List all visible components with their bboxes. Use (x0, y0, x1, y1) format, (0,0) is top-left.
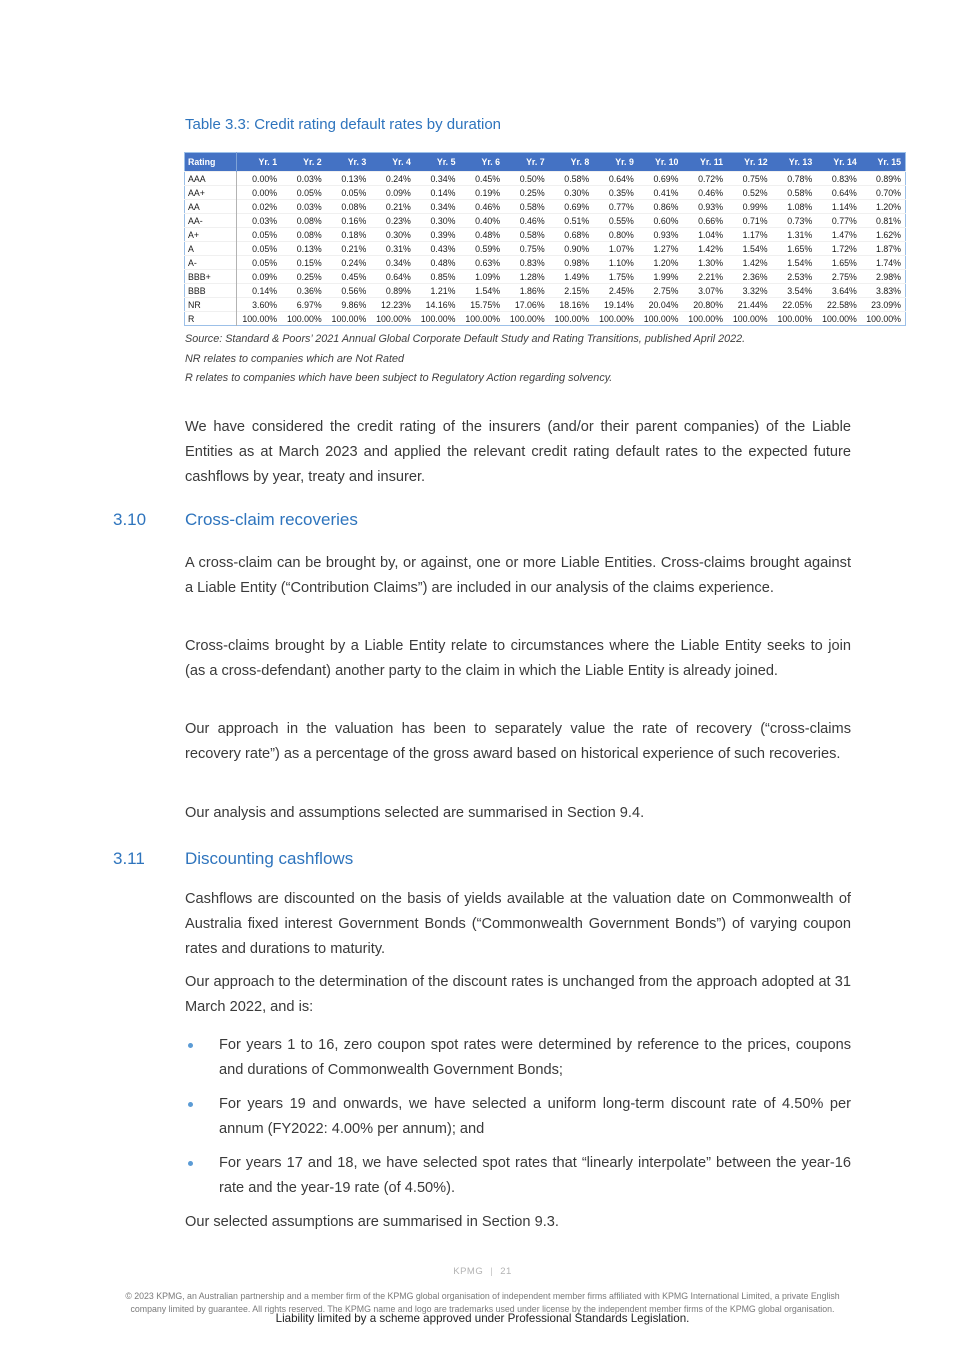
value-cell: 0.14% (237, 284, 282, 298)
value-cell: 0.78% (772, 172, 817, 186)
value-cell: 17.06% (504, 298, 549, 312)
value-cell: 0.99% (727, 200, 772, 214)
liability-statement: Liability limited by a scheme approved under Professional Standards Legislation. (275, 1312, 690, 1325)
closing-paragraph: Our selected assumptions are summarised in Section 9.3. (185, 1214, 559, 1230)
list-item (185, 1151, 851, 1201)
column-header: Yr. 15 (861, 153, 906, 172)
value-cell: 0.64% (593, 172, 638, 186)
column-header: Yr. 2 (281, 153, 326, 172)
value-cell: 0.40% (459, 214, 504, 228)
value-cell: 0.69% (638, 172, 683, 186)
value-cell: 0.30% (549, 186, 594, 200)
value-cell: 1.87% (861, 242, 906, 256)
discount-rate-bullet-list (185, 1033, 851, 1210)
table-source-notes (185, 330, 907, 389)
value-cell: 0.51% (549, 214, 594, 228)
rating-cell: AA- (185, 214, 237, 228)
value-cell: 0.83% (816, 172, 861, 186)
section-title-discounting-cashflows: Discounting cashflows (185, 849, 354, 868)
value-cell: 0.30% (415, 214, 460, 228)
note-nr: NR relates to companies which are Not Rated (185, 352, 405, 365)
value-cell: 100.00% (638, 312, 683, 326)
list-item-text: For years 1 to 16, zero coupon spot rates were determined by reference to the prices, coupons and durations of Commonwealth Government Bonds; (219, 1037, 851, 1078)
value-cell: 0.05% (237, 242, 282, 256)
value-cell: 0.58% (504, 228, 549, 242)
value-cell: 0.36% (281, 284, 326, 298)
column-header: Yr. 9 (593, 153, 638, 172)
value-cell: 0.05% (281, 186, 326, 200)
value-cell: 0.98% (549, 256, 594, 270)
value-cell: 1.21% (415, 284, 460, 298)
value-cell: 0.48% (459, 228, 504, 242)
rating-cell: AA (185, 200, 237, 214)
value-cell: 0.05% (237, 256, 282, 270)
disclaimer-line: © 2023 KPMG, an Australian partnership and a member firm of the KPMG global organisation of independent member firms affiliated with KPMG International Limited, a private English (125, 1291, 840, 1301)
bullet-icon (188, 1043, 193, 1048)
column-header: Yr. 11 (682, 153, 727, 172)
rating-cell: AA+ (185, 186, 237, 200)
value-cell: 0.09% (237, 270, 282, 284)
value-cell: 0.70% (861, 186, 906, 200)
source-note: Source: Standard & Poors’ 2021 Annual Global Corporate Default Study and Rating Transitions, published April 2022. (185, 333, 746, 345)
value-cell: 15.75% (459, 298, 504, 312)
value-cell: 1.99% (638, 270, 683, 284)
value-cell: 2.75% (816, 270, 861, 284)
disclaimer-line: company limited by guarantee. All rights reserved. The KPMG name and logo are trademarks used under license by the independent member firms of the KPMG global organisation. (130, 1303, 835, 1314)
value-cell: 0.46% (459, 200, 504, 214)
value-cell: 0.34% (370, 256, 415, 270)
value-cell: 1.54% (459, 284, 504, 298)
table-row (185, 284, 906, 298)
value-cell: 1.27% (638, 242, 683, 256)
value-cell: 0.58% (549, 172, 594, 186)
value-cell: 20.80% (682, 298, 727, 312)
paragraph: Our approach in the valuation has been to separately value the rate of recovery (“cross-claims recovery rate”) as a percentage of the gross award based on historical experience of such recoveries. (185, 721, 851, 762)
value-cell: 1.65% (772, 242, 817, 256)
value-cell: 0.55% (593, 214, 638, 228)
value-cell: 9.86% (326, 298, 371, 312)
value-cell: 0.00% (237, 172, 282, 186)
value-cell: 0.43% (415, 242, 460, 256)
table-row (185, 312, 906, 326)
value-cell: 0.03% (237, 214, 282, 228)
value-cell: 1.10% (593, 256, 638, 270)
table-header-row (185, 153, 906, 172)
value-cell: 0.00% (237, 186, 282, 200)
value-cell: 0.64% (816, 186, 861, 200)
value-cell: 1.14% (816, 200, 861, 214)
value-cell: 3.07% (682, 284, 727, 298)
table-row (185, 200, 906, 214)
bullet-icon (188, 1161, 193, 1166)
value-cell: 1.28% (504, 270, 549, 284)
rating-cell: NR (185, 298, 237, 312)
table-row (185, 256, 906, 270)
value-cell: 0.68% (549, 228, 594, 242)
page-footer-marker (0, 1266, 965, 1277)
column-header: Yr. 1 (237, 153, 282, 172)
value-cell: 100.00% (727, 312, 772, 326)
value-cell: 0.85% (415, 270, 460, 284)
value-cell: 2.15% (549, 284, 594, 298)
value-cell: 0.34% (415, 172, 460, 186)
value-cell: 100.00% (281, 312, 326, 326)
table-row (185, 270, 906, 284)
value-cell: 0.48% (415, 256, 460, 270)
value-cell: 0.13% (281, 242, 326, 256)
list-item-text: For years 17 and 18, we have selected spot rates that “linearly interpolate” between the year-16 rate and the year-19 rate (of 4.50%). (219, 1155, 851, 1196)
value-cell: 0.41% (638, 186, 683, 200)
value-cell: 0.09% (370, 186, 415, 200)
value-cell: 1.31% (772, 228, 817, 242)
value-cell: 0.02% (237, 200, 282, 214)
value-cell: 100.00% (861, 312, 906, 326)
value-cell: 3.32% (727, 284, 772, 298)
rating-cell: A (185, 242, 237, 256)
value-cell: 2.21% (682, 270, 727, 284)
value-cell: 0.34% (415, 200, 460, 214)
table-row (185, 214, 906, 228)
value-cell: 0.89% (370, 284, 415, 298)
column-header: Yr. 8 (549, 153, 594, 172)
value-cell: 1.54% (772, 256, 817, 270)
credit-rating-default-table (184, 152, 906, 326)
value-cell: 1.04% (682, 228, 727, 242)
table-row (185, 172, 906, 186)
table-row (185, 186, 906, 200)
value-cell: 0.03% (281, 172, 326, 186)
value-cell: 1.42% (727, 256, 772, 270)
value-cell: 1.09% (459, 270, 504, 284)
column-header: Rating (185, 153, 237, 172)
bullet-icon (188, 1102, 193, 1107)
value-cell: 1.47% (816, 228, 861, 242)
column-header: Yr. 12 (727, 153, 772, 172)
value-cell: 100.00% (459, 312, 504, 326)
table-row (185, 298, 906, 312)
rating-cell: BBB (185, 284, 237, 298)
value-cell: 0.45% (459, 172, 504, 186)
column-header: Yr. 10 (638, 153, 683, 172)
value-cell: 0.03% (281, 200, 326, 214)
table-caption: Table 3.3: Credit rating default rates by duration (185, 116, 502, 133)
value-cell: 0.08% (326, 200, 371, 214)
value-cell: 0.56% (326, 284, 371, 298)
value-cell: 1.62% (861, 228, 906, 242)
value-cell: 22.58% (816, 298, 861, 312)
note-r: R relates to companies which have been subject to Regulatory Action regarding solvency. (185, 372, 613, 384)
value-cell: 100.00% (415, 312, 460, 326)
paragraph: Cashflows are discounted on the basis of yields available at the valuation date on Commonwealth of Australia fixed interest Government Bonds (“Commonwealth Government Bonds”) of varying coupon rates and durations to maturity. (185, 891, 851, 957)
column-header: Yr. 3 (326, 153, 371, 172)
value-cell: 14.16% (415, 298, 460, 312)
paragraph: Our analysis and assumptions selected are summarised in Section 9.4. (185, 805, 645, 821)
value-cell: 100.00% (237, 312, 282, 326)
value-cell: 3.54% (772, 284, 817, 298)
value-cell: 2.53% (772, 270, 817, 284)
list-item (185, 1092, 851, 1142)
value-cell: 1.42% (682, 242, 727, 256)
intro-paragraph: We have considered the credit rating of the insurers (and/or their parent companies) of the Liable Entities as at March 2023 and applied the relevant credit rating default rates to the expected future cashflows by year, treaty and insurer. (185, 419, 851, 485)
value-cell: 0.73% (772, 214, 817, 228)
value-cell: 2.45% (593, 284, 638, 298)
value-cell: 0.08% (281, 214, 326, 228)
value-cell: 1.49% (549, 270, 594, 284)
value-cell: 3.60% (237, 298, 282, 312)
value-cell: 0.25% (504, 186, 549, 200)
value-cell: 0.35% (593, 186, 638, 200)
value-cell: 0.45% (326, 270, 371, 284)
value-cell: 1.86% (504, 284, 549, 298)
table-row (185, 228, 906, 242)
footer-separator: | (490, 1266, 494, 1277)
value-cell: 0.80% (593, 228, 638, 242)
column-header: Yr. 6 (459, 153, 504, 172)
list-item-text: For years 19 and onwards, we have selected a uniform long-term discount rate of 4.50% per annum (FY2022: 4.00% per annum); and (219, 1096, 851, 1137)
section-title-cross-claim-recoveries: Cross-claim recoveries (185, 510, 358, 529)
value-cell: 0.75% (727, 172, 772, 186)
value-cell: 18.16% (549, 298, 594, 312)
page-number: 21 (500, 1266, 512, 1277)
rating-cell: AAA (185, 172, 237, 186)
value-cell: 0.64% (370, 270, 415, 284)
paragraph: Cross-claims brought by a Liable Entity relate to circumstances where the Liable Entity seeks to join (as a cross-defendant) another party to the claim in which the Liable Entity is already joined. (185, 638, 851, 679)
value-cell: 0.50% (504, 172, 549, 186)
value-cell: 2.75% (638, 284, 683, 298)
rating-cell: A- (185, 256, 237, 270)
value-cell: 1.20% (861, 200, 906, 214)
value-cell: 0.39% (415, 228, 460, 242)
value-cell: 0.24% (370, 172, 415, 186)
value-cell: 21.44% (727, 298, 772, 312)
value-cell: 0.93% (638, 228, 683, 242)
section-number-3-10: 3.10 (113, 510, 147, 529)
value-cell: 19.14% (593, 298, 638, 312)
value-cell: 0.90% (549, 242, 594, 256)
column-header: Yr. 14 (816, 153, 861, 172)
value-cell: 23.09% (861, 298, 906, 312)
value-cell: 6.97% (281, 298, 326, 312)
section-number-3-11: 3.11 (113, 849, 145, 868)
value-cell: 0.72% (682, 172, 727, 186)
value-cell: 0.14% (415, 186, 460, 200)
value-cell: 0.69% (549, 200, 594, 214)
value-cell: 0.86% (638, 200, 683, 214)
value-cell: 3.83% (861, 284, 906, 298)
value-cell: 100.00% (549, 312, 594, 326)
value-cell: 1.30% (682, 256, 727, 270)
value-cell: 0.60% (638, 214, 683, 228)
value-cell: 2.36% (727, 270, 772, 284)
value-cell: 0.08% (281, 228, 326, 242)
value-cell: 0.21% (370, 200, 415, 214)
value-cell: 0.63% (459, 256, 504, 270)
value-cell: 0.21% (326, 242, 371, 256)
value-cell: 100.00% (504, 312, 549, 326)
value-cell: 0.05% (237, 228, 282, 242)
value-cell: 0.71% (727, 214, 772, 228)
value-cell: 0.66% (682, 214, 727, 228)
value-cell: 0.58% (504, 200, 549, 214)
value-cell: 100.00% (682, 312, 727, 326)
paragraph: A cross-claim can be brought by, or against, one or more Liable Entities. Cross-claims brought against a Liable Entity (“Contribution Claims”) are included in our analysis of the claims experience. (185, 555, 851, 596)
value-cell: 0.30% (370, 228, 415, 242)
value-cell: 0.16% (326, 214, 371, 228)
list-item (185, 1033, 851, 1083)
value-cell: 1.75% (593, 270, 638, 284)
value-cell: 0.83% (504, 256, 549, 270)
value-cell: 0.31% (370, 242, 415, 256)
value-cell: 0.19% (459, 186, 504, 200)
rating-cell: R (185, 312, 237, 326)
value-cell: 1.74% (861, 256, 906, 270)
rating-cell: BBB+ (185, 270, 237, 284)
table-row (185, 242, 906, 256)
column-header: Yr. 13 (772, 153, 817, 172)
value-cell: 0.25% (281, 270, 326, 284)
footer-brand: KPMG (453, 1266, 484, 1277)
value-cell: 1.07% (593, 242, 638, 256)
value-cell: 1.72% (816, 242, 861, 256)
column-header: Yr. 5 (415, 153, 460, 172)
value-cell: 100.00% (593, 312, 638, 326)
value-cell: 0.77% (816, 214, 861, 228)
column-header: Yr. 4 (370, 153, 415, 172)
value-cell: 0.75% (504, 242, 549, 256)
value-cell: 0.81% (861, 214, 906, 228)
value-cell: 0.52% (727, 186, 772, 200)
value-cell: 12.23% (370, 298, 415, 312)
value-cell: 0.46% (682, 186, 727, 200)
value-cell: 0.58% (772, 186, 817, 200)
value-cell: 100.00% (326, 312, 371, 326)
value-cell: 2.98% (861, 270, 906, 284)
value-cell: 1.54% (727, 242, 772, 256)
value-cell: 0.59% (459, 242, 504, 256)
value-cell: 0.89% (861, 172, 906, 186)
value-cell: 1.17% (727, 228, 772, 242)
column-header: Yr. 7 (504, 153, 549, 172)
value-cell: 0.13% (326, 172, 371, 186)
value-cell: 0.93% (682, 200, 727, 214)
value-cell: 0.23% (370, 214, 415, 228)
paragraph: Our approach to the determination of the discount rates is unchanged from the approach adopted at 31 March 2022, and is: (185, 974, 851, 1015)
value-cell: 22.05% (772, 298, 817, 312)
value-cell: 0.46% (504, 214, 549, 228)
value-cell: 3.64% (816, 284, 861, 298)
value-cell: 1.20% (638, 256, 683, 270)
value-cell: 100.00% (772, 312, 817, 326)
value-cell: 100.00% (816, 312, 861, 326)
value-cell: 1.08% (772, 200, 817, 214)
rating-cell: A+ (185, 228, 237, 242)
value-cell: 0.77% (593, 200, 638, 214)
value-cell: 0.24% (326, 256, 371, 270)
value-cell: 0.18% (326, 228, 371, 242)
value-cell: 20.04% (638, 298, 683, 312)
value-cell: 0.15% (281, 256, 326, 270)
value-cell: 0.05% (326, 186, 371, 200)
value-cell: 100.00% (370, 312, 415, 326)
value-cell: 1.65% (816, 256, 861, 270)
